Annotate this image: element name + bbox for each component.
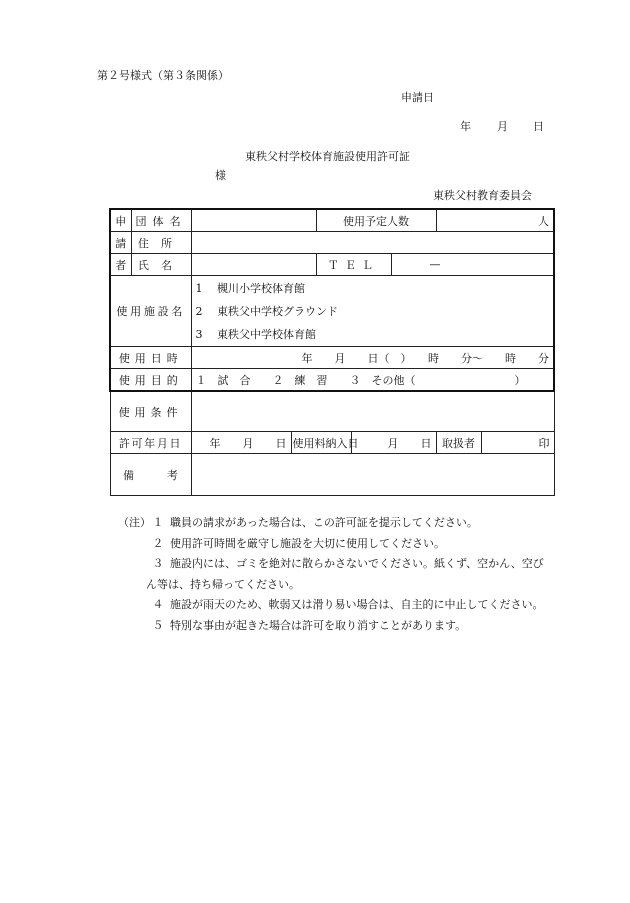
note-number: ５ — [152, 618, 164, 632]
name-field[interactable] — [191, 254, 316, 276]
facility-name: 東秩父中学校体育館 — [217, 327, 316, 341]
group-name-field[interactable] — [191, 209, 316, 232]
note-item — [118, 534, 582, 555]
notes-label: （注） — [118, 516, 151, 529]
note-number: ２ — [152, 536, 164, 550]
remarks-field[interactable] — [191, 454, 554, 496]
note-text: 職員の請求があった場合は、この許可証を提示してください。 — [170, 516, 478, 529]
note-text: 施設内には、ゴミを絶対に散らかさないでください。紙くず、空かん、空び — [170, 557, 544, 570]
permit-form-table — [109, 208, 555, 496]
tel-label: ＴＥＬ — [316, 254, 391, 276]
address-label: 住所 — [131, 232, 191, 254]
row-remarks — [110, 454, 554, 496]
applicant-label-2: 請 — [110, 232, 131, 254]
conditions-label: 使用条件 — [110, 391, 191, 432]
note-item — [118, 595, 582, 616]
facility-option-2[interactable] — [196, 300, 550, 323]
facility-num: 2 — [195, 304, 203, 318]
applicant-label-3: 者 — [110, 254, 131, 276]
tel-field[interactable] — [391, 254, 554, 276]
note-item — [118, 554, 582, 575]
application-date-year: 年 — [460, 120, 471, 133]
remarks-label: 備 考 — [110, 454, 191, 496]
notes-section — [118, 513, 582, 636]
note-text: 使用許可時間を厳守し施設を大切に使用してください。 — [170, 536, 445, 550]
fee-date-field[interactable]: 月 日 — [351, 432, 436, 454]
note-number: ４ — [152, 598, 164, 611]
facility-num: 3 — [195, 327, 203, 341]
row-name — [110, 254, 554, 276]
permit-date-label: 許可年月日 — [110, 432, 191, 454]
applicant-label-1: 申 — [110, 209, 131, 232]
form-number: 第２号様式（第３条関係） — [97, 69, 229, 82]
facility-name: 東秩父中学校グラウンド — [217, 304, 338, 318]
note-text: 施設が雨天のため、軟弱又は滑り易い場合は、自主的に中止してください。 — [170, 598, 544, 611]
note-item — [118, 513, 582, 534]
row-conditions — [110, 391, 554, 432]
note-number: １ — [152, 516, 164, 529]
name-label: 氏名 — [131, 254, 191, 276]
facility-name: 槻川小学校体育館 — [217, 281, 305, 295]
facility-option-1[interactable] — [196, 277, 550, 300]
row-permit — [110, 432, 554, 454]
row-purpose — [110, 369, 554, 392]
tel-dash: — — [429, 258, 441, 271]
address-field[interactable] — [191, 232, 554, 254]
note-text: ん等は、持ち帰ってください。 — [146, 577, 300, 591]
expected-people-field[interactable] — [436, 209, 554, 232]
facility-label: 使用施設名 — [110, 276, 191, 347]
purpose-field[interactable]: １ 試 合 ２ 練 習 ３ その他（ ） — [191, 369, 554, 392]
expected-people-label: 使用予定人数 — [316, 209, 436, 232]
seal-mark: 印 — [538, 436, 550, 450]
conditions-field[interactable] — [191, 391, 554, 432]
facility-num: 1 — [195, 281, 203, 295]
row-address — [110, 232, 554, 254]
application-date-label: 申請日 — [401, 91, 434, 104]
purpose-label: 使用目的 — [110, 369, 191, 392]
fee-date-label: 使用料納入日 — [291, 432, 351, 454]
issuer: 東秩父村教育委員会 — [433, 189, 532, 202]
handler-label: 取扱者 — [436, 432, 481, 454]
seal-field[interactable] — [481, 432, 554, 454]
people-unit: 人 — [538, 214, 549, 228]
datetime-label: 使用日時 — [110, 347, 191, 369]
note-number: ３ — [152, 557, 164, 570]
row-group-name — [110, 209, 554, 232]
group-name-label: 団体名 — [131, 209, 191, 232]
application-date-day: 日 — [533, 120, 544, 133]
permit-date-field[interactable]: 年 月 日 — [191, 432, 291, 454]
application-date-month: 月 — [497, 120, 508, 133]
row-datetime — [110, 347, 554, 369]
datetime-field[interactable]: 年 月 日（ ） 時 分～ 時 分 — [191, 347, 554, 369]
facility-option-3[interactable] — [196, 323, 550, 346]
note-item-continued — [118, 575, 582, 596]
note-text: 特別な事由が起きた場合は許可を取り消すことがあります。 — [170, 618, 467, 632]
document-title: 東秩父村学校体育施設使用許可証 — [245, 150, 410, 163]
row-facility — [110, 276, 554, 347]
facility-list — [191, 276, 554, 347]
note-item — [118, 616, 582, 637]
addressee-suffix: 様 — [215, 169, 226, 182]
